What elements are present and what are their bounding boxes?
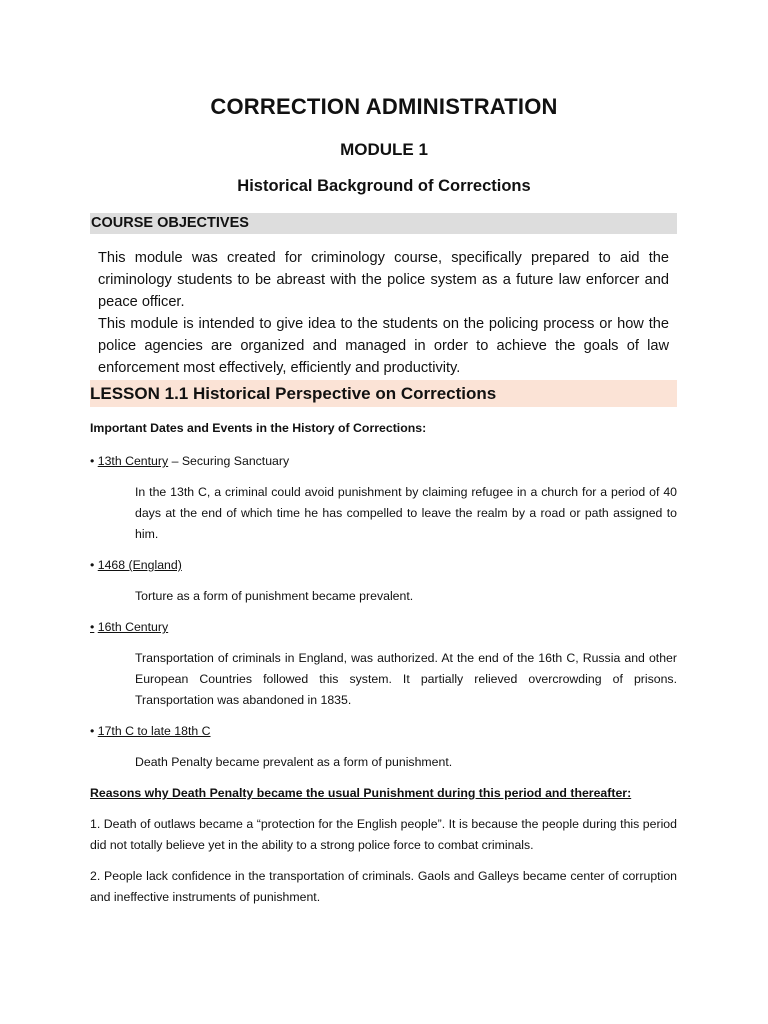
event-date: 17th C to late 18th C <box>97 724 211 738</box>
reasons-heading: Reasons why Death Penalty became the usual Punishment during this period and thereafter: <box>90 786 632 800</box>
bullet-marker: • <box>90 724 95 738</box>
events-intro: Important Dates and Events in the History of Corrections: <box>90 421 427 435</box>
module-subtitle: Historical Background of Corrections <box>237 177 531 195</box>
reason-item: 1. Death of outlaws became a “protection for the English people”. It is because the people during this period did not totally believe yet in the ability to a strong police force to combat criminals. <box>90 817 677 852</box>
event-item <box>90 451 677 472</box>
event-date: 1468 (England) <box>97 558 182 572</box>
objective-paragraph: This module is intended to give idea to the students on the policing process or how the police agencies are organized and managed in order to achieve the goals of law enforcement most effectively, efficiently and productivity. <box>98 316 669 376</box>
event-item <box>90 555 677 576</box>
module-label: MODULE 1 <box>340 140 428 159</box>
event-description: In the 13th C, a criminal could avoid punishment by claiming refugee in a church for a period of 40 days at the end of which time he has compelled to leave the realm by a road or path assigned to him. <box>135 485 677 541</box>
event-description: Transportation of criminals in England, was authorized. At the end of the 16th C, Russia and other European Countries followed this system. It partially relieved overcrowding of prisons. Transportation was abandoned in 1835. <box>135 651 677 707</box>
course-objectives-heading: COURSE OBJECTIVES <box>90 213 677 234</box>
course-objectives-text <box>98 247 669 379</box>
event-date: 13th Century <box>97 454 169 468</box>
event-description: Torture as a form of punishment became prevalent. <box>135 589 414 603</box>
document-title: CORRECTION ADMINISTRATION <box>210 94 558 119</box>
lesson-content <box>90 418 677 918</box>
lesson-heading: LESSON 1.1 Historical Perspective on Corrections <box>90 380 677 407</box>
bullet-marker: • <box>90 620 95 634</box>
event-item <box>90 617 677 638</box>
bullet-marker: • <box>90 454 95 468</box>
reason-item: 2. People lack confidence in the transportation of criminals. Gaols and Galleys became center of corruption and ineffective instruments of punishment. <box>90 869 677 904</box>
objective-paragraph: This module was created for criminology course, specifically prepared to aid the criminology students to be abreast with the police system as a future law enforcer and peace officer. <box>98 250 669 310</box>
event-date: 16th Century <box>97 620 169 634</box>
bullet-marker: • <box>90 558 95 572</box>
event-item <box>90 721 677 742</box>
event-description: Death Penalty became prevalent as a form of punishment. <box>135 755 453 769</box>
event-title: – Securing Sanctuary <box>168 454 290 468</box>
